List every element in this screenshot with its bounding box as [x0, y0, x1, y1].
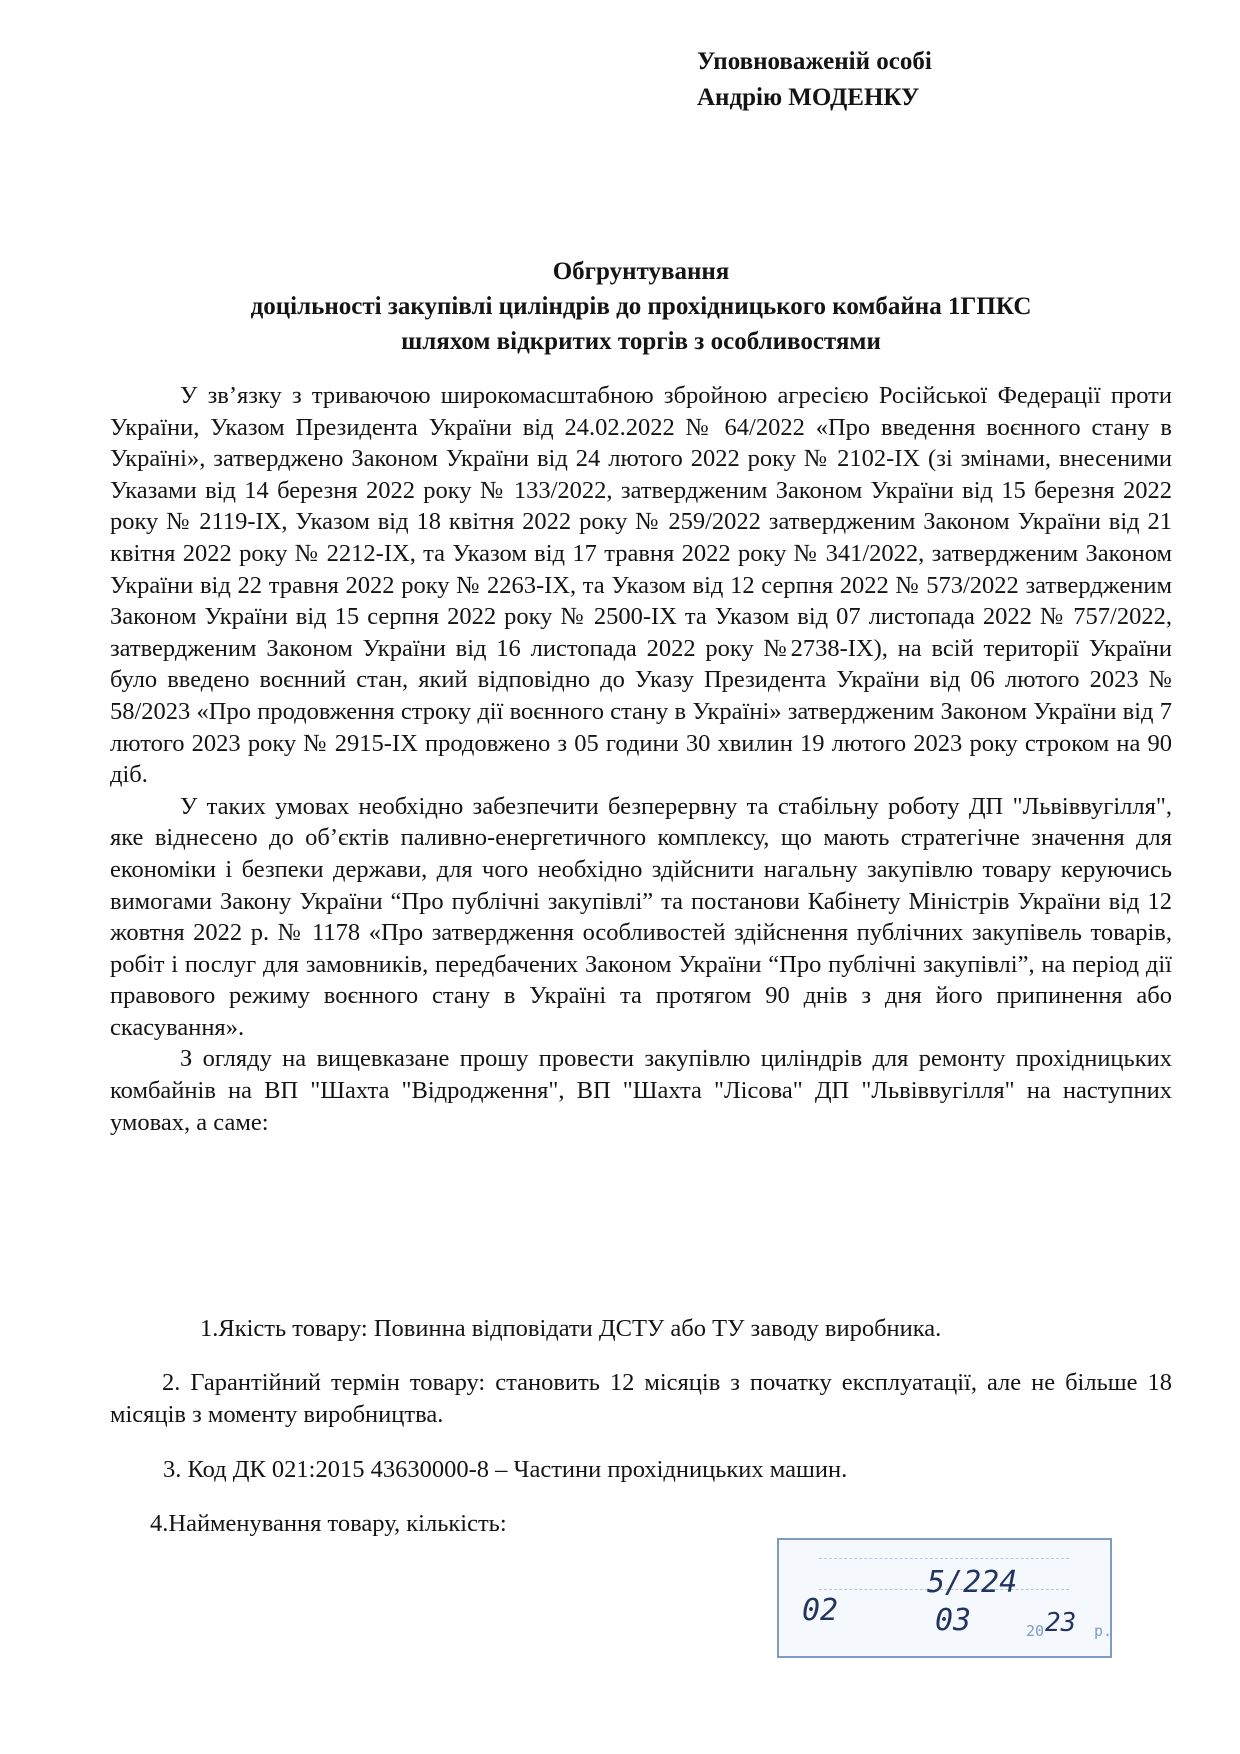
- addressee-block: [697, 44, 932, 116]
- requirement-item-2: 2. Гарантійний термін товару: становить 12 місяців з початку експлуатації, але не більше 18 місяців з моменту виробництва.: [110, 1369, 1172, 1428]
- document-body: [110, 380, 1172, 1138]
- document-title: [110, 254, 1172, 359]
- body-paragraph-1: У зв’язку з триваючою широкомасштабною збройною агресією Російської Федерації проти України, Указом Президента України від 24.02.2022 № 64/2022 «Про введення воєнного стану в Україні», затверджено Законом України від 24 лютого 2022 року № 2102-IX (зі змінами, внесеними Указами від 14 березня 2022 року № 133/2022, затвердженим Законом України від 15 березня 2022 року № 2119-IX, Указом від 18 квітня 2022 року № 259/2022 затвердженим Законом України від 21 квітня 2022 року № 2212-IX, та Указом від 17 травня 2022 року № 341/2022, затвердженим Законом України від 22 травня 2022 року № 2263-IX, та Указом від 12 серпня 2022 № 573/2022 затвердженим Законом України від 15 серпня 2022 року № 2500-IX та Указом від 07 листопада 2022 № 757/2022, затвердженим Законом України від 16 листопада 2022 року №2738-IX), на всій території України було введено воєнний стан, який відповідно до Указу Президента України від 06 лютого 2023 № 58/2023 «Про продовження строку дії воєнного стану в Україні» затвердженим Законом України від 7 лютого 2023 року № 2915-IX продовжено з 05 години 30 хвилин 19 лютого 2023 року строком на 90 діб.: [110, 382, 1172, 789]
- requirement-item-4: 4.Найменування товару, кількість:: [150, 1510, 507, 1537]
- stamp-registration-number: 5/224: [927, 1565, 1018, 1600]
- stamp-month: 03: [935, 1603, 972, 1638]
- body-paragraph-2: У таких умовах необхідно забезпечити безперервну та стабільну роботу ДП "Львіввугілля", яке віднесено до об’єктів паливно-енергетичного комплексу, що мають стратегічне значення для економіки і безпеки держави, для чого необхідно здійснити нагальну закупівлю товару керуючись вимогами Закону України “Про публічні закупівлі” та постанови Кабінету Міністрів України від 12 жовтня 2022 р. № 1178 «Про затвердження особливостей здійснення публічних закупівель товарів, робіт і послуг для замовників, передбачених Законом України “Про публічні закупівлі”, на період дії правового режиму воєнного стану в Україні та протягом 90 днів з дня його припинення або скасування».: [110, 792, 1172, 1041]
- registration-stamp: [777, 1538, 1112, 1658]
- requirement-item-1: 1.Якість товару: Повинна відповідати ДСТУ або ТУ заводу виробника.: [200, 1315, 942, 1342]
- body-paragraph-3: З огляду на вищевказане прошу провести закупівлю циліндрів для ремонту прохідницьких комбайнів на ВП "Шахта "Відродження", ВП "Шахта "Лісова" ДП "Львіввугілля" на наступних умовах, а саме:: [110, 1045, 1172, 1136]
- stamp-year-suffix: р.: [1094, 1622, 1113, 1640]
- stamp-year: 23: [1045, 1608, 1077, 1638]
- title-line-3: шляхом відкритих торгів з особливостями: [401, 328, 881, 355]
- addressee-line-1: Уповноваженій особі: [697, 48, 932, 75]
- title-line-2: доцільності закупівлі циліндрів до прохідницького комбайна 1ГПКС: [250, 293, 1032, 320]
- addressee-line-2: Андрію МОДЕНКУ: [697, 84, 920, 111]
- stamp-day: 02: [802, 1593, 839, 1628]
- stamp-year-prefix: 20: [1026, 1622, 1045, 1640]
- requirement-item-3: 3. Код ДК 021:2015 43630000-8 – Частини прохідницьких машин.: [163, 1456, 848, 1483]
- title-line-1: Обгрунтування: [552, 258, 730, 285]
